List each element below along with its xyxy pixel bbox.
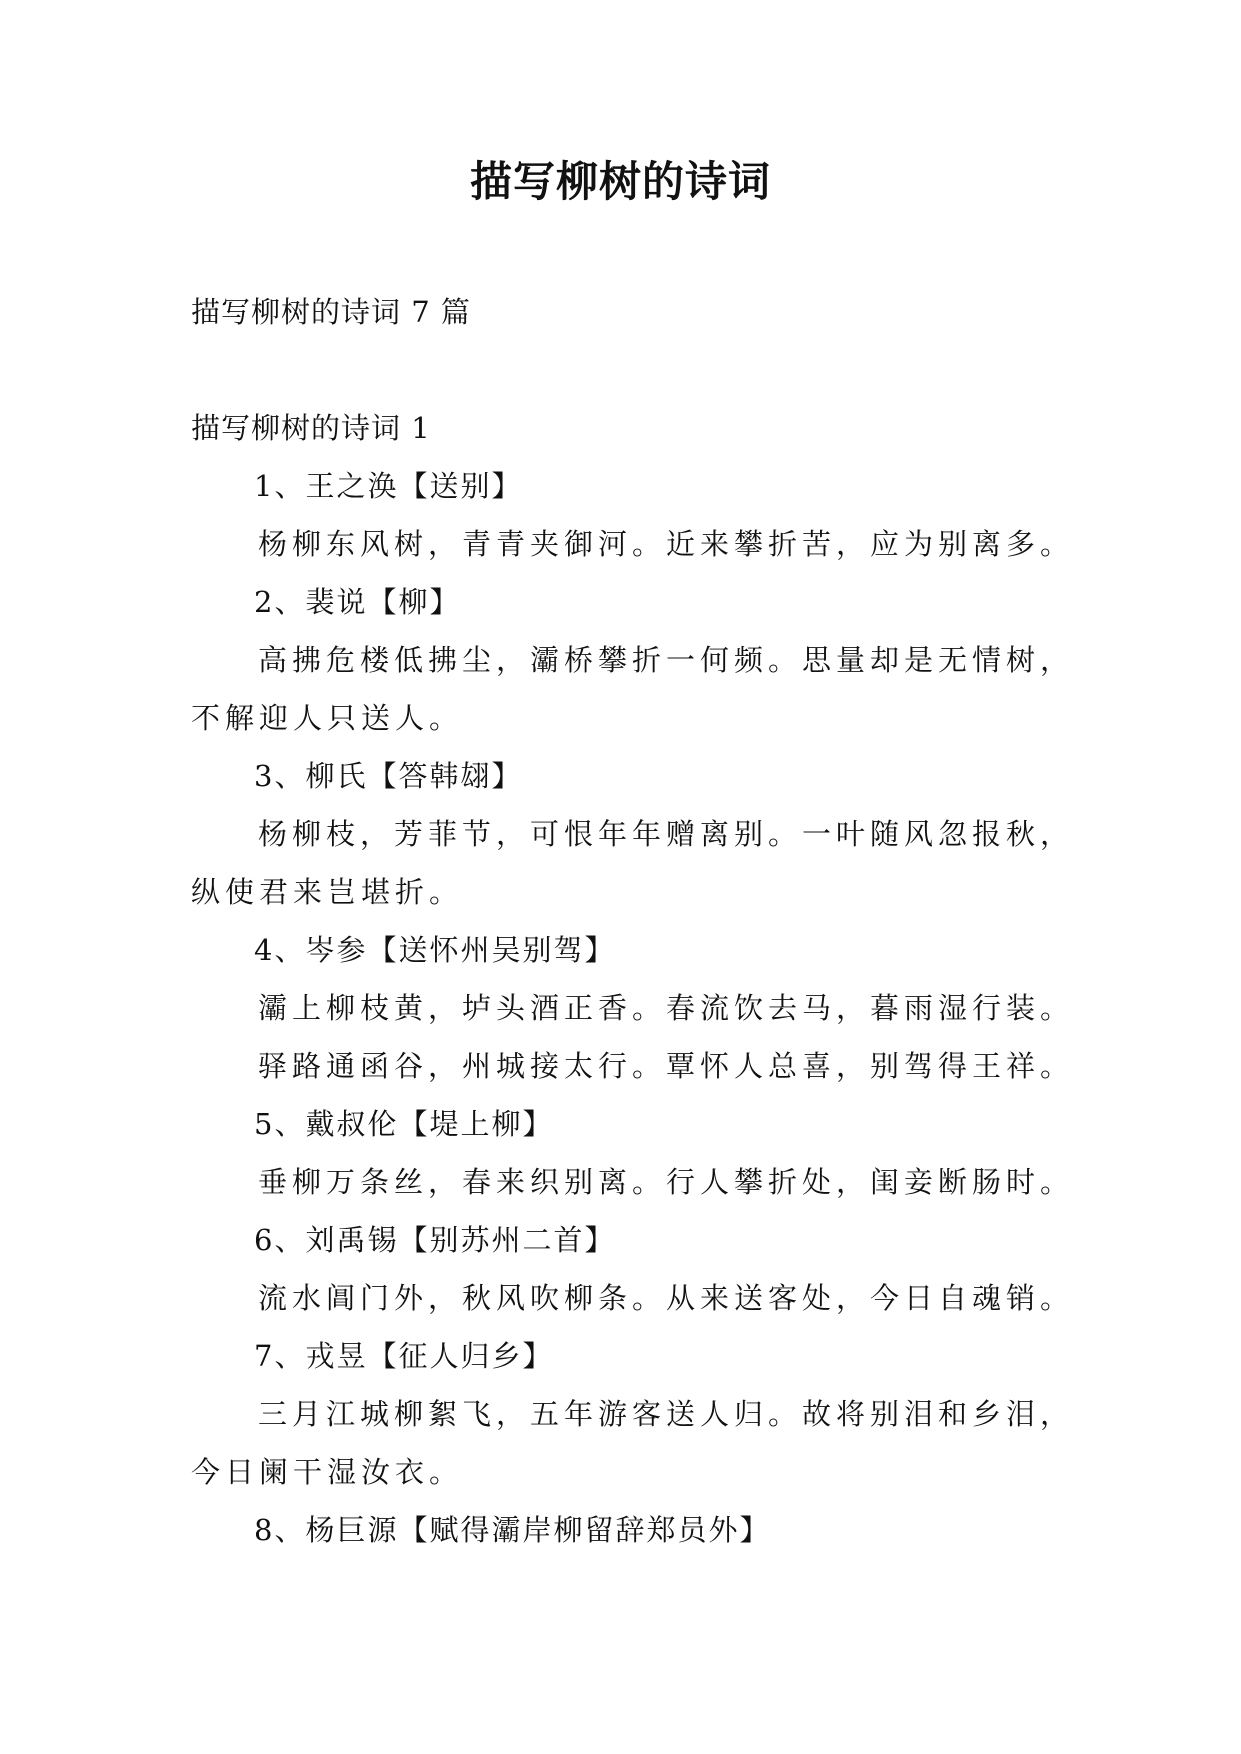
poem-verse: 杨柳东风树，青青夹御河。近来攀折苦，应为别离多。 [258, 527, 1075, 561]
poem-heading-6: 6、刘禹锡【别苏州二首】 [254, 1223, 616, 1257]
poem-verse: 垂柳万条丝，春来织别离。行人攀折处，闺妾断肠时。 [258, 1165, 1075, 1199]
poem-heading-1: 1、王之涣【送别】 [254, 469, 523, 503]
poem-heading-2: 2、裴说【柳】 [254, 585, 461, 619]
poem-heading-5: 5、戴叔伦【堤上柳】 [254, 1107, 554, 1141]
poem-verse: 灞上柳枝黄，垆头酒正香。春流饮去马，暮雨湿行装。 [258, 991, 1075, 1025]
document-subtitle: 描写柳树的诗词 7 篇 [191, 295, 471, 329]
poem-verse: 驿路通函谷，州城接太行。覃怀人总喜，别驾得王祥。 [258, 1049, 1075, 1083]
poem-verse: 杨柳枝，芳菲节，可恨年年赠离别。一叶随风忽报秋， [258, 817, 1075, 851]
poem-heading-7: 7、戎昱【征人归乡】 [254, 1339, 554, 1373]
poem-verse-continuation: 纵使君来岂堪折。 [191, 875, 464, 909]
poem-heading-4: 4、岑参【送怀州吴别驾】 [254, 933, 616, 967]
poem-heading-3: 3、柳氏【答韩翃】 [254, 759, 523, 793]
poem-verse: 流水阊门外，秋风吹柳条。从来送客处，今日自魂销。 [258, 1281, 1075, 1315]
poem-verse: 高拂危楼低拂尘，灞桥攀折一何频。思量却是无情树， [258, 643, 1075, 677]
section-heading: 描写柳树的诗词 1 [191, 411, 431, 445]
poem-verse-continuation: 今日阑干湿汝衣。 [191, 1455, 464, 1489]
poem-verse-continuation: 不解迎人只送人。 [191, 701, 464, 735]
poem-verse: 三月江城柳絮飞，五年游客送人归。故将别泪和乡泪， [258, 1397, 1075, 1431]
poem-heading-8: 8、杨巨源【赋得灞岸柳留辞郑员外】 [254, 1513, 771, 1547]
document-title: 描写柳树的诗词 [469, 157, 771, 206]
